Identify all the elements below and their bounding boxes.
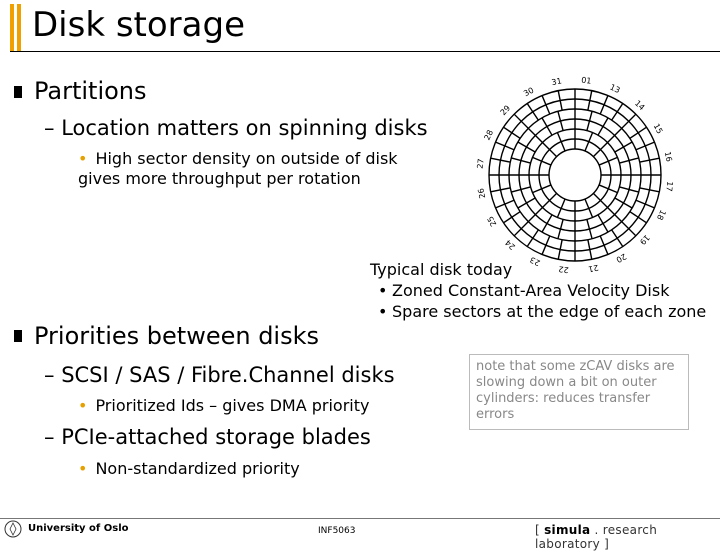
- sector-line: [533, 157, 551, 165]
- dot-bullet-icon: •: [378, 301, 388, 321]
- sector-line: [600, 96, 608, 114]
- dash-icon: –: [44, 363, 62, 387]
- sector-line: [527, 103, 538, 120]
- dot-bullet-icon: •: [378, 280, 388, 300]
- title-accent-bar: [10, 4, 14, 52]
- sector-line: [542, 236, 550, 254]
- footer-university: University of Oslo: [28, 523, 129, 534]
- sector-label: 30: [522, 85, 536, 99]
- simula-tagline: . research laboratory ]: [535, 523, 658, 551]
- sector-line: [615, 198, 632, 208]
- sector-label: 19: [637, 232, 652, 247]
- typical-heading: Typical disk today: [370, 260, 513, 279]
- university-seal-icon: [3, 519, 23, 539]
- dot-bullet-icon: •: [78, 149, 88, 168]
- simula-bracket-open: [: [535, 523, 545, 537]
- sector-line: [636, 142, 654, 150]
- bullet-priorities: Priorities between disks: [34, 322, 319, 350]
- sector-label: 14: [632, 98, 647, 113]
- sector-line: [533, 185, 551, 193]
- title-underline: [10, 51, 720, 52]
- sector-label: 17: [664, 180, 675, 192]
- typical-disk-box: [370, 260, 706, 322]
- sector-label: 24: [503, 237, 518, 252]
- sector-line: [542, 96, 550, 114]
- sector-label: 16: [662, 150, 674, 163]
- bullet-partitions: Partitions: [34, 77, 147, 105]
- dash-icon: –: [44, 116, 62, 140]
- dot-bullet-icon: •: [78, 396, 88, 415]
- typical-item-text: Zoned Constant-Area Velocity Disk: [392, 280, 670, 300]
- dot-bullet-icon: •: [78, 459, 88, 478]
- sector-line: [612, 230, 623, 247]
- sector-label: 15: [651, 122, 665, 136]
- sector-label: 21: [587, 262, 600, 274]
- sub-sub-bullet-prioritized: [78, 396, 369, 416]
- sub-sub-bullet-nonstandard: [78, 459, 300, 479]
- sector-label: 31: [550, 76, 563, 88]
- sector-line: [636, 200, 654, 208]
- zcav-note: note that some zCAV disks are slowing down a bit on outer cylinders: reduces transfer errors: [469, 354, 689, 430]
- sub-bullet-location: [44, 117, 428, 140]
- sector-line: [557, 133, 565, 151]
- density-text: High sector density on outside of disk gives more throughput per rotation: [78, 149, 398, 188]
- sector-line: [542, 215, 552, 232]
- sector-line: [542, 118, 552, 135]
- square-bullet-icon: [14, 86, 22, 98]
- sector-label: 28: [482, 128, 496, 142]
- sector-line: [557, 199, 565, 217]
- sector-line: [527, 230, 538, 247]
- sector-line: [598, 215, 608, 232]
- simula-logo: [535, 523, 720, 551]
- sector-label: 23: [528, 254, 542, 268]
- page-title: Disk storage: [32, 5, 245, 45]
- sub-bullet-pcie: [44, 426, 371, 449]
- sector-label: 25: [485, 214, 499, 228]
- prioritized-text: Prioritized Ids – gives DMA priority: [95, 396, 370, 415]
- sector-line: [598, 118, 608, 135]
- sector-label: 26: [476, 187, 488, 200]
- sector-line: [585, 133, 593, 151]
- sub-sub-bullet-density: [78, 149, 438, 189]
- sector-line: [612, 103, 623, 120]
- sector-label: 27: [475, 158, 486, 170]
- location-text: Location matters on spinning disks: [61, 116, 428, 140]
- sector-line: [600, 236, 608, 254]
- sector-label: 20: [614, 251, 628, 265]
- typical-item: [370, 302, 706, 323]
- typical-item-text: Spare sectors at the edge of each zone: [392, 301, 707, 321]
- zoned-disk-diagram: [472, 72, 678, 278]
- sector-line: [615, 142, 632, 152]
- pcie-text: PCIe-attached storage blades: [61, 425, 371, 449]
- sector-line: [518, 142, 535, 152]
- sector-line: [503, 127, 520, 138]
- sector-line: [503, 212, 520, 223]
- sector-line: [496, 142, 514, 150]
- square-bullet-icon: [14, 330, 22, 342]
- sector-line: [518, 198, 535, 208]
- disk-track: [549, 149, 601, 201]
- sector-line: [630, 127, 647, 138]
- sub-bullet-scsi: [44, 364, 395, 387]
- sector-label: 29: [498, 103, 513, 118]
- sector-label: 22: [558, 264, 570, 275]
- sector-line: [599, 157, 617, 165]
- title-accent-bar-2: [17, 4, 21, 52]
- sector-label: 18: [654, 208, 668, 222]
- sector-label: 01: [580, 75, 592, 86]
- sector-label: 13: [608, 82, 622, 96]
- nonstandard-text: Non-standardized priority: [95, 459, 300, 478]
- dash-icon: –: [44, 425, 62, 449]
- sector-line: [630, 212, 647, 223]
- sector-line: [496, 200, 514, 208]
- sector-line: [585, 199, 593, 217]
- footer-divider: [0, 518, 720, 519]
- sector-line: [599, 185, 617, 193]
- scsi-text: SCSI / SAS / Fibre.Channel disks: [61, 363, 395, 387]
- typical-item: [370, 281, 706, 302]
- simula-brand: simula: [544, 523, 591, 537]
- footer-course-code: INF5063: [318, 526, 356, 536]
